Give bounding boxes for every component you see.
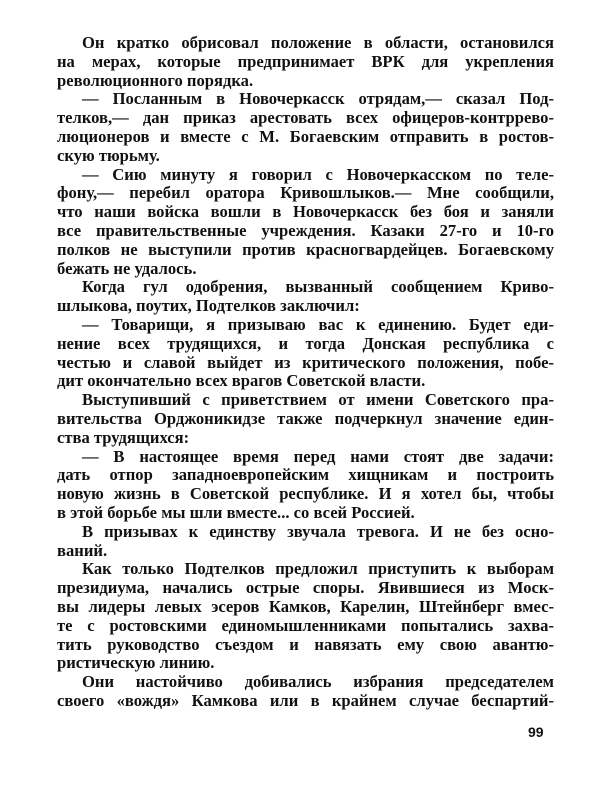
paragraph [57, 278, 554, 316]
text-line: — Сию минуту я говорил с Новочеркасском по теле- [82, 164, 554, 184]
text-line: Он кратко обрисовал положение в области, остановился [82, 33, 554, 52]
text-line: — Посланным в Новочеркасск отрядам,— сказал Под- [82, 89, 554, 109]
text-line: новую жизнь в Советской республике. И я хотел бы, чтобы [57, 484, 554, 504]
book-page-text [57, 34, 554, 711]
text-line: своего «вождя» Камкова или в крайнем случае беспартий- [57, 690, 554, 710]
text-line: — В настоящее время перед нами стоят две задачи: [82, 446, 554, 466]
text-line: Как только Подтелков предложил приступить к выборам [82, 559, 554, 579]
text-line: честью и славой выйдет из критического положения, побе- [57, 352, 554, 372]
text-line: Они настойчиво добивались избрания председателем [82, 672, 554, 692]
paragraph [57, 90, 554, 165]
text-line: нение всех трудящихся, и тогда Донская республика с [57, 333, 554, 353]
text-line: дать отпор западноевропейским хищникам и построить [57, 465, 554, 485]
paragraph [57, 523, 554, 561]
text-line: Выступивший с приветствием от имени Советского пра- [82, 390, 554, 410]
text-line: телков,— дан приказ арестовать всех офицеров-контррево- [57, 108, 554, 128]
text-line: В призывах к единству звучала тревога. И не без осно- [82, 521, 554, 541]
text-line: те с ростовскими единомышленниками попытались захва- [57, 615, 554, 635]
text-line: полков не выступили против красногвардейцев. Богаевскому [57, 239, 554, 259]
text-line: революционного порядка. [57, 70, 254, 90]
text-line: скую тюрьму. [57, 145, 160, 165]
text-line: фону,— перебил оратора Кривошлыков.— Мне сообщили, [57, 183, 554, 203]
text-line: все правительственные учреждения. Казаки 27-го и 10-го [57, 220, 554, 240]
paragraph [57, 448, 554, 523]
text-line: что наши войска вошли в Новочеркасск без боя и заняли [57, 202, 554, 222]
text-line: Когда гул одобрения, вызванный сообщением Криво- [82, 277, 554, 297]
text-line: — Товарищи, я призываю вас к единению. Будет еди- [82, 314, 554, 334]
text-line: тить руководство съездом и навязать ему свою авантю- [57, 634, 554, 654]
paragraph [57, 166, 554, 279]
text-line: в этой борьбе мы шли вместе... со всей Россией. [57, 502, 415, 522]
paragraph [57, 560, 554, 673]
paragraph [57, 391, 554, 447]
text-line: президиума, начались острые споры. Явившиеся из Моск- [57, 578, 554, 598]
text-line: шлыкова, поутих, Подтелков заключил: [57, 296, 360, 316]
paragraph [57, 34, 554, 90]
page-number: 99 [528, 724, 544, 740]
paragraph [57, 316, 554, 391]
text-line: вительства Орджоникидзе также подчеркнул значение един- [57, 408, 554, 428]
text-line: на мерах, которые предпринимает ВРК для укрепления [57, 51, 554, 71]
text-line: вы лидеры левых эсеров Камков, Карелин, Штейнберг вмес- [57, 596, 554, 616]
paragraph [57, 673, 554, 711]
text-line: ства трудящихся: [57, 427, 190, 447]
text-line: дит окончательно всех врагов Советской власти. [57, 371, 426, 391]
text-line: бежать не удалось. [57, 258, 197, 278]
text-line: люционеров и вместе с М. Богаевским отправить в ростов- [57, 126, 554, 146]
text-line: ваний. [57, 540, 108, 560]
text-line: ристическую линию. [57, 653, 215, 673]
